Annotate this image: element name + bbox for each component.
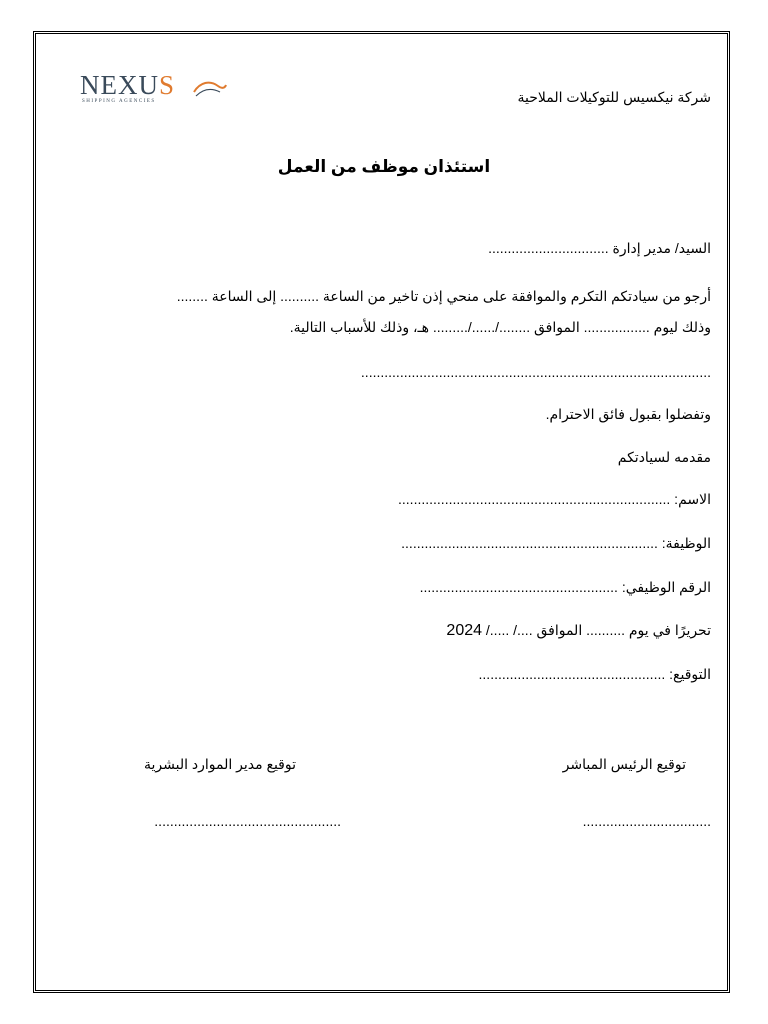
direct-manager-signature-line: .................................: [582, 813, 711, 829]
page-title: استئذان موظف من العمل: [277, 157, 491, 176]
submitted-by-label: مقدمه لسيادتكم: [617, 449, 711, 465]
company-logo: [80, 70, 230, 110]
salutation: السيد/ مدير إدارة ...............................: [488, 240, 711, 256]
request-line-1: أرجو من سيادتكم التكرم والموافقة على منحي إذن تاخير من الساعة .......... إلى الساعة ........: [176, 288, 711, 304]
reason-fill-line: ..........................................................................................: [360, 364, 711, 380]
hr-manager-signature-label: توقيع مدير الموارد البشرية: [144, 756, 296, 772]
closing-line: وتفضلوا بقبول فائق الاحترام.: [545, 406, 711, 422]
employee-id-field: الرقم الوظيفي: ...................................................: [419, 579, 711, 595]
company-name: شركة نيكسيس للتوكيلات الملاحية: [517, 89, 711, 105]
hr-manager-signature-line: ................................................: [154, 813, 341, 829]
logo-tagline: SHIPPING AGENCIES: [82, 99, 156, 104]
request-line-2: وذلك ليوم ................. الموافق ......../....../......... هـ، وذلك للأسباب التالية.: [289, 319, 711, 335]
direct-manager-signature-label: توقيع الرئيس المباشر: [562, 756, 686, 772]
logo-wordmark: NEXUS: [80, 70, 176, 100]
wave-icon: [192, 78, 228, 100]
job-field: الوظيفة: ..................................................................: [401, 535, 711, 551]
signature-field: التوقيع: ................................................: [478, 666, 711, 682]
date-field: تحريرًا في يوم .......... الموافق ..../ ...../ 2024: [446, 622, 711, 639]
name-field: الاسم: ......................................................................: [398, 491, 711, 507]
